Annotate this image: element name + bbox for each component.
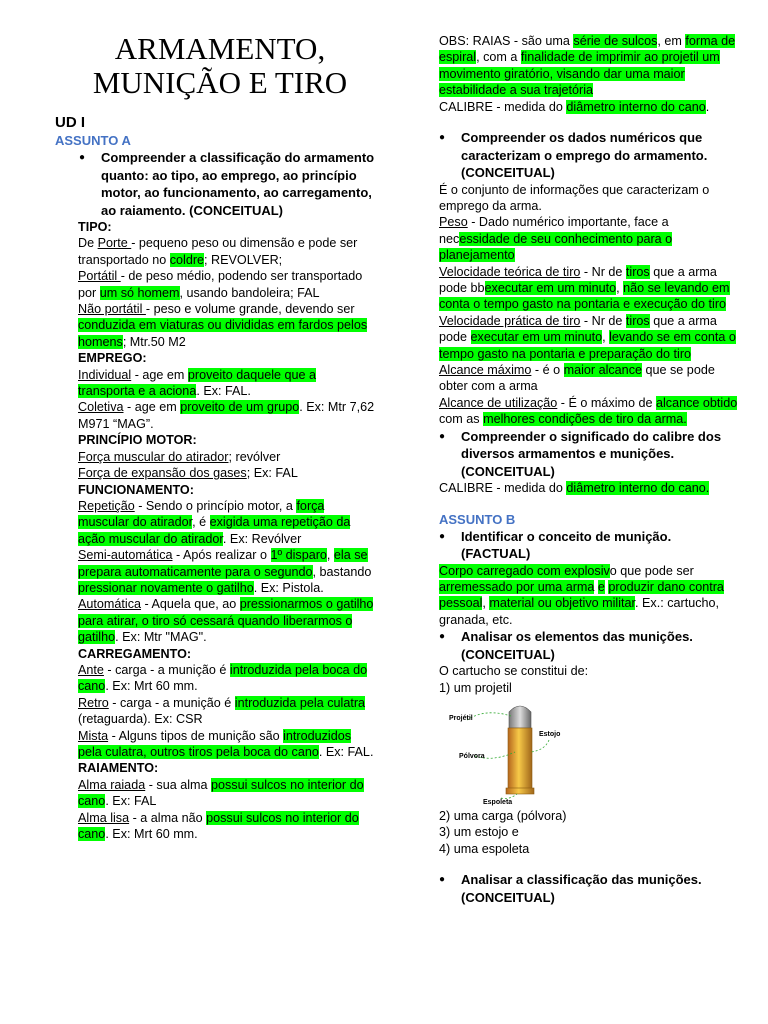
paragraph-alma-raiada: Alma raiada - sua alma possui sulcos no interior do cano. Ex: FAL <box>78 777 364 809</box>
paragraph-conjunto: É o conjunto de informações que caracterizam o emprego da arma. <box>439 182 710 213</box>
section-emprego: EMPREGO: <box>78 351 147 366</box>
list-item-estojo: 3) um estojo e <box>439 825 519 840</box>
paragraph-peso: Peso - Dado numérico importante, face a necessidade de seu conhecimento para o planejamento <box>439 215 673 263</box>
paragraph-forca-muscular: Força muscular do atirador; revólver <box>78 449 281 464</box>
objective-bullet-calibre: ● Compreender o significado do calibre dos diversos armamentos e munições. (CONCEITUAL) <box>439 428 739 481</box>
paragraph-calibre-2: CALIBRE - medida do diâmetro interno do cano. <box>439 481 710 496</box>
paragraph-nao-portatil: Não portátil - peso e volume grande, devendo ser conduzida em viaturas ou divididas em fardos pelos homens; Mtr.50 M2 <box>78 302 368 349</box>
paragraph-alcance-maximo: Alcance máximo - é o maior alcance que se pode obter com a arma <box>439 363 715 394</box>
section-principio-motor: PRINCÍPIO MOTOR: <box>78 433 197 448</box>
paragraph-forca-expansao: Força de expansão dos gases; Ex: FAL <box>78 466 298 481</box>
right-column <box>439 33 739 906</box>
paragraph-de-porte: De Porte - pequeno peso ou dimensão e pode ser transportado no coldre; REVOLVER; <box>78 236 358 267</box>
section-raiamento: RAIAMENTO: <box>78 761 159 776</box>
label-polvora: Pólvora <box>459 752 485 760</box>
label-espoleta: Espoleta <box>483 798 513 806</box>
paragraph-cartucho: O cartucho se constitui de: <box>439 664 589 679</box>
paragraph-coletiva: Coletiva - age em proveito de um grupo. Ex: Mtr 7,62 M971 “MAG”. <box>78 400 375 431</box>
paragraph-alcance-utilizacao: Alcance de utilização - É o máximo de alcance obtido com as melhores condições de tiro da arma. <box>439 395 738 427</box>
list-item-projetil: 1) um projetil <box>439 680 512 695</box>
paragraph-velocidade-pratica: Velocidade prática de tiro - Nr de tiros que a arma pode executar em um minuto, levando se em conta o tempo gasto na pontaria e preparação do tiro <box>439 313 736 361</box>
paragraph-portatil: Portátil - de peso médio, podendo ser transportado por um só homem, usando bandoleira; FAL <box>78 269 363 300</box>
section-carregamento: CARREGAMENTO: <box>78 646 192 661</box>
cartridge-illustration <box>445 700 565 808</box>
label-estojo: Estojo <box>539 730 561 738</box>
paragraph-repeticao: Repetição - Sendo o princípio motor, a força muscular do atirador, é exigida uma repetição da ação muscular do atirador. Ex: Revólver <box>78 498 351 546</box>
assunto-b-heading: ASSUNTO B <box>439 511 516 527</box>
paragraph-velocidade-teorica: Velocidade teórica de tiro - Nr de tiros que a arma pode bbexecutar em um minuto, não se levando em conta o tempo gasto na pontaria e execução do tiro <box>439 264 730 312</box>
left-column <box>55 32 375 842</box>
paragraph-calibre-1: CALIBRE - medida do diâmetro interno do cano. <box>439 99 710 114</box>
paragraph-semi-automatica: Semi-automática - Após realizar o 1º disparo, ela se prepara automaticamente para o segundo, bastando pressionar novamente o gatilho. Ex: Pistola. <box>78 548 372 595</box>
paragraph-obs-raias: OBS: RAIAS - são uma série de sulcos, em forma de espiral, com a finalidade de imprimir ao projetil um movimento giratório, visando dar uma maior estabilidade a sua trajetória <box>439 34 736 98</box>
ud-heading: UD I <box>55 114 85 131</box>
title-line-1: ARMAMENTO, <box>114 31 326 66</box>
paragraph-retro: Retro - carga - a munição é introduzida pela culatra (retaguarda). Ex: CSR <box>78 695 366 727</box>
paragraph-mista: Mista - Alguns tipos de munição são introduzidos pela culatra, outros tiros pela boca do cano. Ex: FAL. <box>78 728 374 759</box>
objective-bullet-dados-numericos: ● Compreender os dados numéricos que caracterizam o emprego do armamento. (CONCEITUAL) <box>439 129 739 182</box>
section-funcionamento: FUNCIONAMENTO: <box>78 482 194 497</box>
objective-bullet-elementos: ● Analisar os elementos das munições. (CONCEITUAL) <box>439 628 739 663</box>
objective-bullet-classificacao: ● Compreender a classificação do armamento quanto: ao tipo, ao emprego, ao princípio motor, ao funcionamento, ao carregamento, ao raiamento. (CONCEITUAL) <box>79 149 375 219</box>
objective-bullet-classificacao-municoes: ● Analisar a classificação das munições. (CONCEITUAL) <box>439 871 739 906</box>
cartridge-diagram <box>445 700 565 808</box>
list-item-espoleta: 4) uma espoleta <box>439 841 530 856</box>
document-title <box>55 32 385 100</box>
objective-bullet-conceito-municao: ● Identificar o conceito de munição. (FACTUAL) <box>439 528 739 563</box>
section-tipo: TIPO: <box>78 220 112 234</box>
paragraph-automatica: Automática - Aquela que, ao pressionarmos o gatilho para atirar, o tiro só cessará quando liberarmos o gatilho. Ex: Mtr "MAG". <box>78 597 374 645</box>
assunto-a-heading: ASSUNTO A <box>55 133 131 148</box>
paragraph-corpo-carregado: Corpo carregado com explosivo que pode ser arremessado por uma arma e produzir dano contra pessoal, material ou objetivo militar. Ex.: cartucho, granada, etc. <box>439 563 724 627</box>
paragraph-ante: Ante - carga - a munição é introduzida pela boca do cano. Ex: Mrt 60 mm. <box>78 662 368 694</box>
title-line-2: MUNIÇÃO E TIRO <box>92 65 348 100</box>
label-projetil: Projétil <box>449 714 473 722</box>
paragraph-individual: Individual - age em proveito daquele que a transporta e a aciona. Ex: FAL. <box>78 367 317 399</box>
list-item-carga: 2) uma carga (pólvora) <box>439 808 567 823</box>
paragraph-alma-lisa: Alma lisa - a alma não possui sulcos no interior do cano. Ex: Mrt 60 mm. <box>78 810 359 842</box>
